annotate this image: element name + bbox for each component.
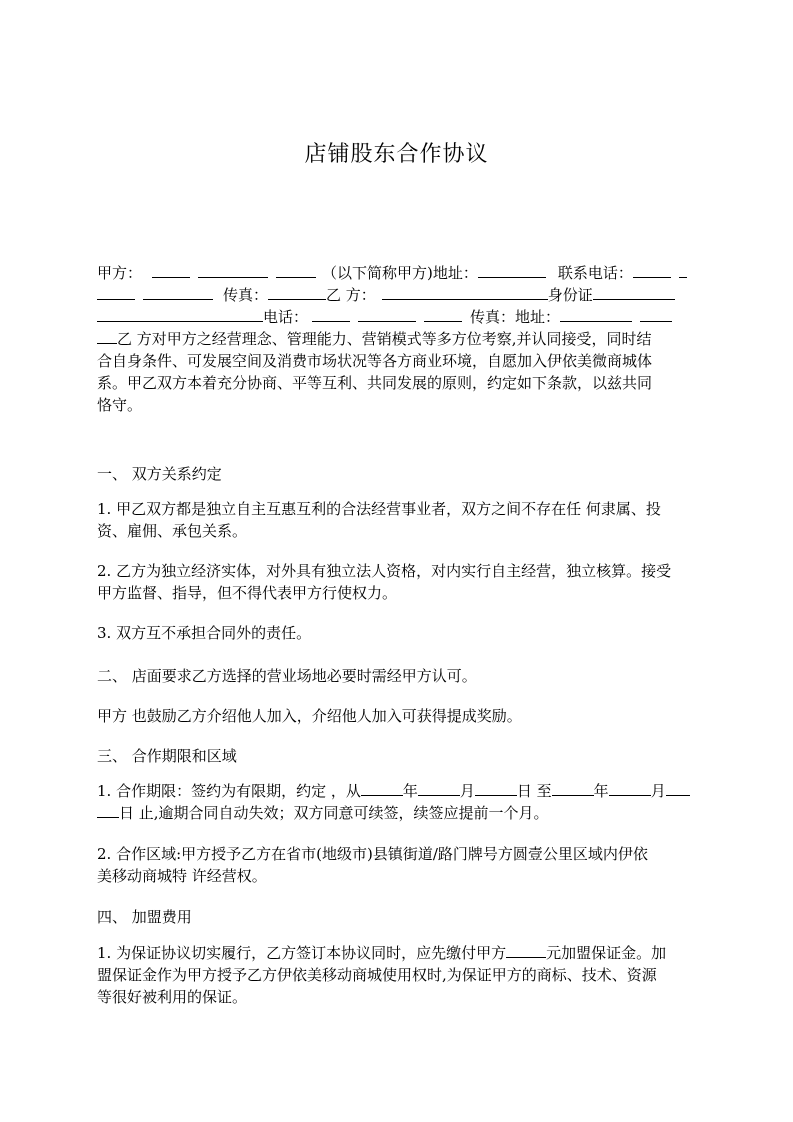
clause-text: 盟保证金作为甲方授予乙方伊依美移动商城使用权时,为保证甲方的商标、技术、资源 — [97, 966, 657, 984]
section-3-clause-1 — [97, 780, 697, 824]
party-a-blank — [276, 263, 316, 278]
section-1-clause-2 — [97, 560, 697, 604]
intro-line-2 — [97, 284, 697, 306]
id-card-blank — [97, 307, 263, 322]
address-blank — [478, 263, 546, 278]
clause-text: 元加盟保证金。加 — [546, 944, 667, 962]
clause-text: 2. 合作区域:甲方授予乙方在省市(地级市)县镇街道/路门牌号方圆壹公里区域内伊依 — [97, 845, 648, 863]
section-1-heading: 一、 双方关系约定 — [97, 465, 222, 483]
term-line — [97, 780, 697, 802]
intro-line-4 — [97, 328, 697, 350]
start-year-blank — [361, 781, 403, 796]
clause-text: 1. 为保证协议切实履行，乙方签订本协议同时，应先缴付甲方 — [97, 944, 507, 962]
end-day-blank — [666, 781, 690, 796]
phone-blank — [97, 285, 135, 300]
day-label: 日 至 — [516, 782, 552, 800]
party-a-label: 甲方： — [97, 264, 143, 282]
deposit-line — [97, 942, 697, 964]
start-day-blank — [475, 781, 517, 796]
party-b-fax-address-label: 传真：地址： — [470, 308, 561, 326]
month-label: 月 — [459, 782, 475, 800]
party-b-label: 乙 方： — [326, 286, 376, 304]
clause-text: 日 止,逾期合同自动失效；双方同意可续签，续签应提前一个月。 — [119, 804, 549, 822]
intro-line-3 — [97, 306, 697, 328]
party-b-blank — [382, 285, 548, 300]
party-a-address-label: （以下简称甲方)地址： — [322, 264, 478, 282]
phone-blank — [679, 263, 687, 278]
phone-blank — [143, 285, 213, 300]
section-1-clause-3 — [97, 622, 697, 644]
section-1-clause-1 — [97, 498, 697, 542]
clause-text: 甲方监督、指导，但不得代表甲方行使权力。 — [97, 584, 398, 602]
clause-text: 甲方 也鼓励乙方介绍他人加入，介绍他人加入可获得提成奖励。 — [97, 707, 522, 725]
end-month-blank — [609, 781, 651, 796]
party-b-address-blank — [97, 329, 117, 344]
intro-paragraph — [97, 262, 697, 416]
month-label: 月 — [650, 782, 666, 800]
clause-text: 美移动商城特 许经营权。 — [97, 867, 267, 885]
term-line — [97, 802, 697, 824]
end-year-blank — [552, 781, 594, 796]
id-card-blank — [593, 285, 675, 300]
party-b-address-blank — [560, 307, 632, 322]
intro-text: 合自身条件、可发展空间及消费市场状况等各方商业环境，自愿加入伊依美微商城体 — [97, 352, 653, 370]
section-2-heading: 二、 店面要求乙方选择的营业场地必要时需经甲方认可。 — [97, 667, 477, 685]
intro-line-1 — [97, 262, 697, 284]
section-4 — [97, 906, 697, 928]
phone-blank — [633, 263, 671, 278]
fax-label: 传真： — [223, 286, 269, 304]
clause-text: 资、雇佣、承包关系。 — [97, 522, 248, 540]
year-label: 年 — [593, 782, 609, 800]
clause-text: 3. 双方互不承担合同外的责任。 — [97, 624, 312, 642]
section-2-paragraph — [97, 705, 697, 727]
deposit-amount-blank — [506, 943, 546, 958]
party-b-phone-blank — [312, 307, 350, 322]
section-4-clause-1 — [97, 942, 697, 1008]
intro-text: 乙 方对甲方之经营理念、管理能力、营销模式等多方位考察,并认同接受，同时结 — [117, 330, 652, 348]
party-b-phone-label: 电话： — [263, 308, 309, 326]
party-b-address-blank — [640, 307, 672, 322]
party-a-blank — [152, 263, 190, 278]
intro-text: 恪守。 — [97, 396, 143, 414]
start-month-blank — [418, 781, 460, 796]
section-heading — [97, 463, 697, 485]
section-3-clause-2 — [97, 843, 697, 887]
page-title: 店铺股东合作协议 — [304, 142, 489, 167]
phone-label: 联系电话： — [557, 264, 633, 282]
clause-text: 2. 乙方为独立经济实体，对外具有独立法人资格，对内实行自主经营，独立核算。接受 — [97, 562, 672, 580]
section-2 — [97, 665, 697, 687]
section-3 — [97, 745, 697, 767]
party-a-blank — [198, 263, 268, 278]
year-label: 年 — [402, 782, 418, 800]
party-b-phone-blank — [358, 307, 416, 322]
id-card-label: 身份证 — [547, 286, 593, 304]
clause-text: 等很好被利用的保证。 — [97, 988, 248, 1006]
section-4-heading: 四、 加盟费用 — [97, 908, 192, 926]
party-b-phone-blank — [424, 307, 462, 322]
clause-text: 1. 甲乙双方都是独立自主互惠互利的合法经营事业者，双方之间不存在任 何隶属、投 — [97, 500, 661, 518]
section-3-heading: 三、 合作期限和区域 — [97, 747, 237, 765]
intro-text: 系。甲乙双方本着充分协商、平等互利、共同发展的原则，约定如下条款，以兹共同 — [97, 374, 653, 392]
fax-blank — [268, 285, 326, 300]
clause-text: 1. 合作期限：签约为有限期，约定 ，从 — [97, 782, 361, 800]
end-day-blank — [97, 803, 119, 818]
